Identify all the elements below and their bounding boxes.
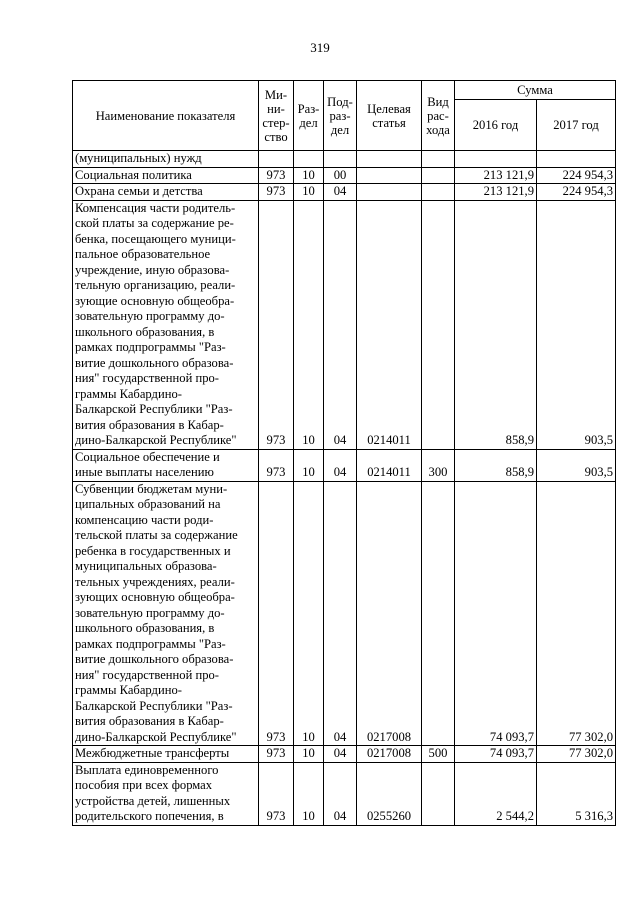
row-section: 10 [294, 762, 324, 825]
row-name: Охрана семьи и детства [73, 184, 259, 201]
header-kind: Вид рас- хода [422, 81, 455, 151]
row-target: 0255260 [357, 762, 422, 825]
row-kind [422, 184, 455, 201]
header-target: Целевая статья [357, 81, 422, 151]
table-row [73, 762, 616, 825]
row-2017: 77 302,0 [537, 481, 616, 746]
row-2016: 213 121,9 [455, 184, 537, 201]
header-year-2017: 2017 год [537, 100, 616, 151]
row-name: Социальное обеспечение и иные выплаты населению [73, 449, 259, 481]
row-kind: 500 [422, 746, 455, 763]
row-2017: 77 302,0 [537, 746, 616, 763]
table-row [73, 184, 616, 201]
row-2016 [455, 151, 537, 168]
row-2016: 74 093,7 [455, 481, 537, 746]
row-section [294, 151, 324, 168]
row-section: 10 [294, 449, 324, 481]
table-row [73, 200, 616, 449]
row-kind [422, 481, 455, 746]
table-row [73, 449, 616, 481]
row-subsection: 04 [324, 449, 357, 481]
row-target: 0217008 [357, 746, 422, 763]
row-ministry: 973 [259, 762, 294, 825]
row-target [357, 167, 422, 184]
row-2016: 858,9 [455, 200, 537, 449]
row-name: (муниципальных) нужд [73, 151, 259, 168]
table-row [73, 481, 616, 746]
row-target: 0214011 [357, 449, 422, 481]
row-2017: 903,5 [537, 200, 616, 449]
table-row [73, 151, 616, 168]
row-name: Субвенции бюджетам муни- ципальных образований на компенсацию части роди- тельской платы за содержание ребенка в государственных и муниципальных образова- тельных учреждениях, реали- зующих основную общеобра- зовательную программу до- школьного образования, в рамках подпрограммы "Раз- витие дошкольного образова- ния" государственной про- граммы Кабардино- Балкарской Республики "Раз- вития образования в Кабар- дино-Балкарской Республике" [73, 481, 259, 746]
row-name: Межбюджетные трансферты [73, 746, 259, 763]
header-subsection: Под- раз- дел [324, 81, 357, 151]
row-2017: 224 954,3 [537, 167, 616, 184]
row-target [357, 151, 422, 168]
row-subsection: 00 [324, 167, 357, 184]
row-ministry [259, 151, 294, 168]
row-kind [422, 151, 455, 168]
row-kind [422, 167, 455, 184]
row-section: 10 [294, 746, 324, 763]
row-ministry: 973 [259, 167, 294, 184]
row-2016: 213 121,9 [455, 167, 537, 184]
row-target: 0217008 [357, 481, 422, 746]
row-name: Компенсация части родитель- ской платы за содержание ре- бенка, посещающего муници- пальное образовательное учреждение, иную образова- тельную организацию, реали- зующие основную общеобра- зовательную программу до- школьного образования, в рамках подпрограммы "Раз- витие дошкольного образова- ния" государственной про- граммы Кабардино- Балкарской Республики "Раз- вития образования в Кабар- дино-Балкарской Республике" [73, 200, 259, 449]
row-section: 10 [294, 167, 324, 184]
row-2017: 5 316,3 [537, 762, 616, 825]
header-ministry: Ми- ни- стер- ство [259, 81, 294, 151]
row-ministry: 973 [259, 184, 294, 201]
row-name: Выплата единовременного пособия при всех формах устройства детей, лишенных родительского попечения, в [73, 762, 259, 825]
budget-table [72, 80, 616, 826]
row-ministry: 973 [259, 449, 294, 481]
row-kind: 300 [422, 449, 455, 481]
table-row [73, 746, 616, 763]
row-section: 10 [294, 481, 324, 746]
row-2016: 74 093,7 [455, 746, 537, 763]
row-section: 10 [294, 200, 324, 449]
row-kind [422, 200, 455, 449]
row-subsection: 04 [324, 481, 357, 746]
page-number: 319 [310, 40, 330, 55]
header-year-2016: 2016 год [455, 100, 537, 151]
header-name: Наименование показателя [73, 81, 259, 151]
row-name: Социальная политика [73, 167, 259, 184]
row-2017: 903,5 [537, 449, 616, 481]
row-subsection: 04 [324, 200, 357, 449]
row-2017: 224 954,3 [537, 184, 616, 201]
row-subsection: 04 [324, 762, 357, 825]
header-sum: Сумма [455, 81, 616, 100]
row-subsection: 04 [324, 746, 357, 763]
row-ministry: 973 [259, 200, 294, 449]
table-row [73, 167, 616, 184]
header-section: Раз- дел [294, 81, 324, 151]
row-2016: 858,9 [455, 449, 537, 481]
row-subsection: 04 [324, 184, 357, 201]
row-target [357, 184, 422, 201]
row-ministry: 973 [259, 481, 294, 746]
row-section: 10 [294, 184, 324, 201]
row-subsection [324, 151, 357, 168]
row-kind [422, 762, 455, 825]
row-2016: 2 544,2 [455, 762, 537, 825]
row-ministry: 973 [259, 746, 294, 763]
row-2017 [537, 151, 616, 168]
row-target: 0214011 [357, 200, 422, 449]
